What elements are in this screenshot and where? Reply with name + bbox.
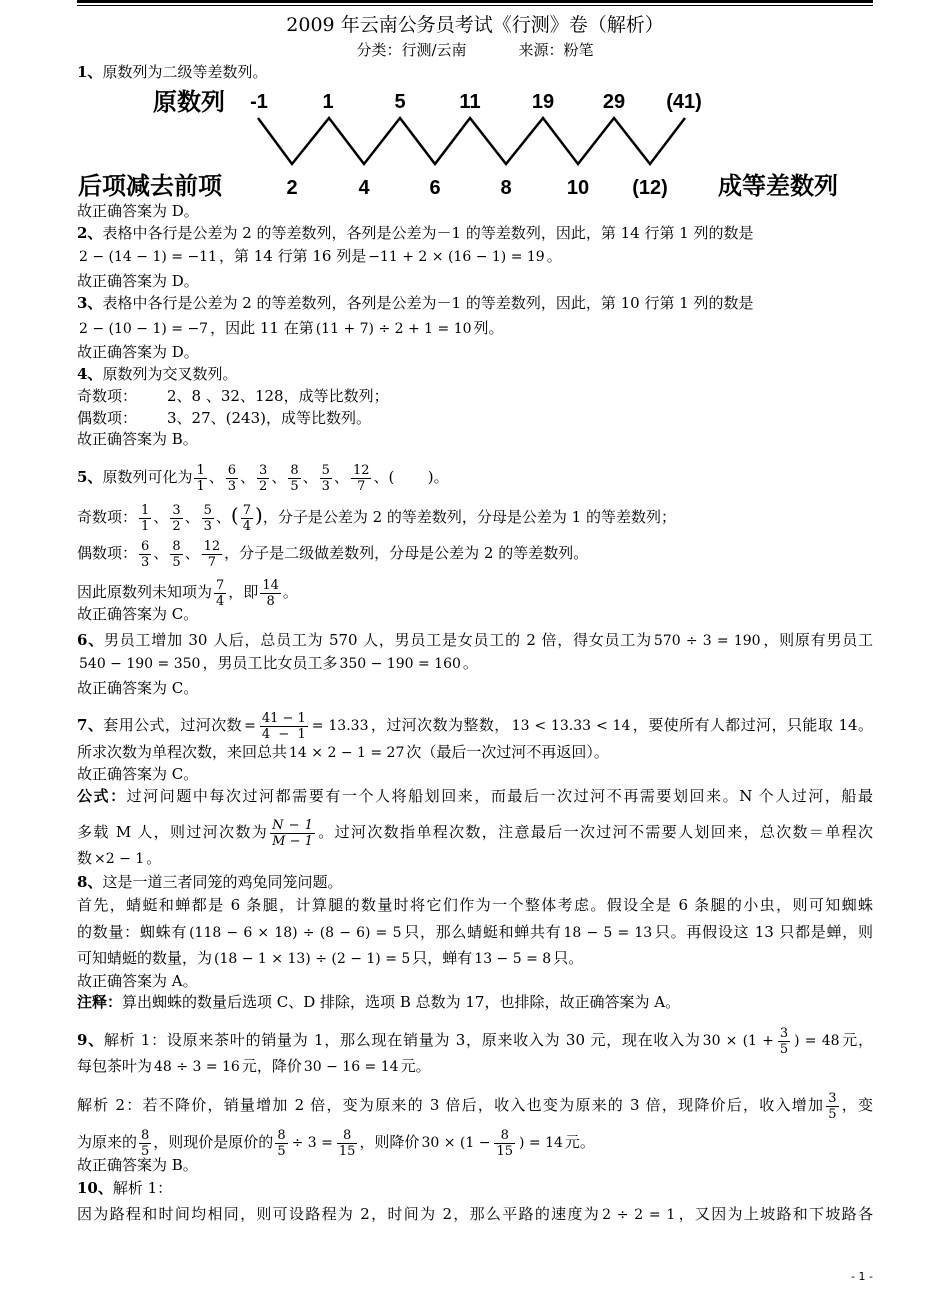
separator: 、 [333, 468, 349, 486]
q4-answer: 故正确答案为 B。 [77, 430, 198, 448]
q10-line-2 [77, 1203, 873, 1225]
numerator: 3 [172, 502, 181, 518]
odd-terms-label: 奇数项： [77, 387, 138, 405]
math-expression: 540 − 190 = 350 [79, 656, 201, 672]
question-number: 9、 [77, 1031, 104, 1049]
numerator: 41 − 1 [261, 710, 306, 726]
q7-formula-line-1 [77, 785, 873, 807]
denominator: 5 [172, 554, 181, 570]
numerator: 3 [259, 462, 268, 478]
separator: 、 [208, 468, 224, 486]
fraction [826, 1091, 838, 1122]
q5-text: ，即 [228, 583, 259, 601]
numerator: 12 [203, 538, 221, 554]
fraction [139, 503, 151, 534]
paren-close: ) [255, 503, 263, 527]
q9-text: 解析 2：若不降价，销量增加 2 倍，变为原来的 3 倍后，收入也变为原来的 3 倍，现降价后，收入增加 [77, 1096, 825, 1114]
fraction [288, 463, 300, 494]
note-label: 注释： [77, 993, 123, 1011]
denominator: 4 [216, 593, 225, 609]
math-expression: 570 ÷ 3 = 190 [653, 633, 761, 649]
math-expression: 18 − 5 = 13 [563, 925, 653, 941]
q9-text: ，变 [840, 1096, 873, 1114]
q9-text: 元。 [564, 1133, 595, 1151]
q7-line-2 [77, 741, 873, 763]
q8-text: 只，蝉有 [412, 949, 473, 967]
q8-text: 的数量：蜘蛛有 [77, 923, 188, 941]
math-expression: 14 × 2 − 1 = 27 [289, 745, 405, 761]
q8-line-1 [77, 871, 873, 893]
paren-open: ( [230, 503, 239, 527]
diagram-top-number: 19 [531, 91, 555, 113]
math-expression: 13 − 5 = 8 [474, 951, 552, 967]
math-expression: (18 − 1 × 13) ÷ (2 − 1) = 5 [214, 951, 411, 967]
even-terms-label: 偶数项： [77, 409, 138, 427]
math-expression: 30 − 16 = 14 [303, 1059, 399, 1075]
separator: 、 [240, 468, 256, 486]
formula-label: 公式： [77, 787, 127, 805]
q7-text: 所求次数为单程次数，来回总共 [77, 743, 288, 761]
denominator: 3 [227, 478, 237, 494]
diagram-top-number: -1 [250, 91, 268, 113]
formula-text: 。过河次数指单程次数，注意最后一次过河不需要人划回来，总次数＝单程次 [316, 823, 873, 841]
even-terms-label: 偶数项： [77, 544, 138, 562]
q8-note [77, 991, 873, 1013]
math-expression: (118 − 6 × 18) ÷ (8 − 6) = 5 [189, 925, 402, 941]
q9-text: 元。 [400, 1057, 431, 1075]
q9-text: 为原来的 [77, 1133, 138, 1151]
q7-formula-line-3 [77, 847, 873, 869]
math-expression: 2 − (14 − 1) = −11 [79, 249, 217, 265]
q2-text: 。 [546, 247, 562, 265]
separator: 、 [184, 508, 200, 526]
source-label: 来源：粉笔 [518, 41, 594, 59]
note-text: 算出蜘蛛的数量后选项 C、D 排除，选项 B 总数为 17，也排除，故正确答案为 A。 [122, 993, 681, 1011]
denominator: 15 [338, 1143, 356, 1159]
formula-text: 数 [77, 849, 93, 867]
q8-line-4 [77, 947, 873, 969]
q7-text: 次（最后一次过河不再返回）。 [406, 743, 609, 761]
header-rule-thick [77, 0, 873, 3]
math-expression: 2 ÷ 2 = 1 [602, 1207, 676, 1223]
q1-difference-diagram [0, 80, 950, 205]
question-number: 4、 [77, 365, 103, 383]
math-expression: 30 × (1 − [421, 1135, 491, 1151]
q8-text: 首先，蜻蜓和蝉都是 6 条腿，计算腿的数量时将它们作为一个整体考虑。假设全是 6 条腿的小虫，则可知蜘蛛 [77, 896, 873, 914]
q9-text: ，则现价是原价的 [153, 1133, 274, 1151]
q5-text: 因此原数列未知项为 [77, 583, 213, 601]
math-expression: 48 ÷ 3 = 16 [154, 1059, 240, 1075]
q8-answer: 故正确答案为 A。 [77, 972, 198, 990]
numerator: 1 [196, 462, 205, 478]
separator: 、 [153, 544, 169, 562]
numerator: 3 [779, 1025, 789, 1041]
q3-text: ，因此 11 在第 [210, 319, 314, 337]
q4-even-line [77, 407, 873, 429]
q5-odd-line [77, 502, 873, 534]
q5-unknown-line [77, 577, 873, 609]
separator: 、 [271, 468, 287, 486]
q5-text: 。 [282, 583, 298, 601]
denominator: 1 [141, 518, 150, 534]
question-number: 10、 [77, 1179, 113, 1197]
denominator: 3 [203, 518, 212, 534]
question-number: 1、 [77, 63, 103, 81]
math-expression: ) = 48 [794, 1033, 840, 1049]
q7-text: ，要使所有人都过河，只能取 14。 [632, 716, 873, 734]
denominator: M − 1 [272, 833, 313, 849]
question-number: 8、 [77, 873, 103, 891]
q9-line-2 [77, 1055, 873, 1077]
q7-text: ，过河次数为整数， [370, 716, 510, 734]
q3-text: 列。 [473, 319, 504, 337]
math-expression: (11 + 7) ÷ 2 + 1 = 10 [315, 321, 472, 337]
numerator: 8 [172, 538, 181, 554]
diagram-bottom-number: 8 [500, 177, 512, 199]
fraction [170, 539, 182, 570]
question-number: 2、 [77, 224, 103, 242]
formula-text: 过河问题中每次过河都需要有一个人将船划回来，而最后一次过河不再需要划回来。N 个人过河，船最 [126, 787, 873, 805]
numerator: 7 [242, 502, 251, 518]
q9-answer: 故正确答案为 B。 [77, 1156, 198, 1174]
q3-line-2 [77, 317, 873, 339]
even-terms-value: 3、27、(243)，成等比数列。 [167, 409, 371, 427]
q8-text: 这是一道三者同笼的鸡兔同笼问题。 [102, 873, 343, 891]
question-number: 5、 [77, 468, 103, 486]
denominator: 5 [277, 1143, 286, 1159]
q5-answer: 故正确答案为 C。 [77, 605, 199, 623]
diagram-bottom-number: 6 [429, 177, 441, 199]
formula-text: 多载 M 人，则过河次数为 [77, 823, 269, 841]
math-expression: ×2 − 1 [94, 851, 145, 867]
q3-line-1 [77, 292, 873, 314]
fraction [202, 539, 223, 570]
page-number: - 1 - [851, 1270, 873, 1283]
q9-text: 元，降价 [241, 1057, 302, 1075]
denominator: 5 [828, 1106, 837, 1122]
page-subtitle [0, 39, 950, 61]
numerator: 6 [141, 538, 150, 554]
math-expression: ) = 14 [518, 1135, 563, 1151]
diagram-label-arithmetic: 成等差数列 [718, 172, 838, 200]
fraction [202, 503, 214, 534]
odd-terms-label: 奇数项： [77, 508, 138, 526]
q8-text: 可知蜻蜓的数量，为 [77, 949, 213, 967]
denominator: 8 [266, 593, 275, 609]
diagram-bottom-number: 10 [566, 177, 590, 199]
odd-terms-value: 2、8 、32、128，成等比数列； [167, 387, 389, 405]
q5-line-1 [77, 462, 873, 494]
fraction [241, 503, 253, 534]
q7-line-1 [77, 710, 873, 742]
numerator: 14 [262, 577, 279, 593]
diagram-label-original: 原数列 [153, 88, 225, 116]
fraction [260, 711, 308, 742]
numerator: 8 [141, 1127, 150, 1143]
q6-line-2 [77, 652, 873, 674]
denominator: 7 [357, 478, 366, 494]
q7-text: 套用公式，过河次数 [103, 716, 243, 734]
fraction [778, 1026, 790, 1057]
fraction [139, 539, 151, 570]
denominator: 15 [496, 1143, 513, 1159]
math-expression: 2 − (10 − 1) = −7 [79, 321, 209, 337]
math-expression: = [244, 718, 256, 734]
fraction [226, 463, 238, 494]
fraction [351, 463, 372, 494]
numerator: 5 [321, 462, 330, 478]
numerator: 8 [277, 1127, 286, 1143]
q8-text: 只。 [553, 949, 584, 967]
separator: 、 [153, 508, 169, 526]
question-number: 7、 [77, 716, 104, 734]
diagram-bottom-number: (12) [632, 177, 668, 199]
math-expression: = 13.33 [311, 718, 369, 734]
q2-line-1 [77, 222, 873, 244]
q9-line-1 [77, 1025, 874, 1057]
q8-line-2 [77, 894, 873, 916]
q6-text: 男员工增加 30 人后，总员工为 570 人，男员工是女员工的 2 倍，得女员工为 [103, 631, 652, 649]
math-expression: ÷ 3 = [291, 1135, 333, 1151]
q10-text: 因为路程和时间均相同，则可设路程为 2，时间为 2，那么平路的速度为 [77, 1205, 601, 1223]
q9-line-4 [77, 1127, 873, 1159]
denominator: 3 [141, 554, 150, 570]
q8-text: 只。再假设这 13 只都是蝉，则 [654, 923, 873, 941]
fraction [257, 463, 269, 494]
q2-line-2 [77, 245, 873, 267]
q5-text: 原数列可化为 [102, 468, 193, 486]
diagram-top-number: 11 [459, 91, 481, 113]
q10-text: 解析 1： [112, 1179, 173, 1197]
q4-line-1 [77, 363, 873, 385]
math-expression: 30 × (1 + [702, 1033, 774, 1049]
q1-text: 原数列为二级等差数列。 [102, 63, 268, 81]
q9-text: 解析 1：设原来茶叶的销量为 1，那么现在销量为 3，原来收入为 30 元，现在收入为 [103, 1031, 701, 1049]
diagram-bottom-number: 4 [358, 177, 370, 199]
q10-line-1 [77, 1177, 873, 1199]
header-rule-thin [77, 5, 873, 6]
denominator: 4 [242, 518, 251, 534]
diagram-top-number: (41) [666, 91, 702, 113]
page-title: 2009 年云南公务员考试《行测》卷（解析） [286, 14, 664, 36]
q9-text: 每包茶叶为 [77, 1057, 153, 1075]
math-expression: −11 + 2 × (16 − 1) = 19 [368, 249, 545, 265]
denominator: 5 [141, 1143, 150, 1159]
numerator: 12 [352, 462, 370, 478]
denominator: 5 [779, 1041, 789, 1057]
fraction [320, 463, 332, 494]
q6-text: ，则原有男员工 [762, 631, 873, 649]
q4-odd-line [77, 385, 873, 407]
denominator: 5 [290, 478, 299, 494]
denominator: 2 [172, 518, 181, 534]
q7-formula-line-2 [77, 817, 873, 849]
q6-line-1 [77, 629, 873, 651]
numerator: N − 1 [272, 817, 313, 833]
separator: 、 [215, 508, 231, 526]
diagram-top-number: 29 [602, 91, 626, 113]
q9-text: ，则降价 [359, 1133, 420, 1151]
q2-text: ，第 14 行第 16 列是 [219, 247, 367, 265]
separator: 、 [184, 544, 200, 562]
diagram-label-difference: 后项减去前项 [78, 172, 222, 200]
q2-answer: 故正确答案为 D。 [77, 272, 199, 290]
diagram-top-number: 1 [322, 91, 334, 113]
numerator: 6 [227, 462, 237, 478]
q5-text: ，分子是二级做差数列，分母是公差为 2 的等差数列。 [224, 544, 589, 562]
denominator: 3 [321, 478, 330, 494]
q9-text: 元， [841, 1031, 874, 1049]
denominator: 7 [207, 554, 217, 570]
q9-line-3 [77, 1090, 873, 1122]
numerator: 5 [203, 502, 212, 518]
q6-text: 。 [462, 654, 478, 672]
denominator: 1 [196, 478, 205, 494]
question-number: 3、 [77, 294, 103, 312]
fraction [270, 818, 315, 849]
q6-answer: 故正确答案为 C。 [77, 679, 199, 697]
q3-text: 表格中各行是公差为 2 的等差数列，各列是公差为－1 的等差数列，因此，第 10 行第 1 列的数是 [102, 294, 754, 312]
formula-text: 。 [146, 849, 162, 867]
q10-text: ，又因为上坡路和下坡路各 [677, 1205, 873, 1223]
denominator: 4 − 1 [261, 726, 306, 742]
blank-term: 、( )。 [373, 468, 449, 486]
diagram-top-number: 5 [394, 91, 406, 113]
numerator: 3 [828, 1090, 837, 1106]
q4-text: 原数列为交叉数列。 [102, 365, 238, 383]
question-number: 6、 [77, 631, 104, 649]
separator: 、 [302, 468, 318, 486]
numerator: 1 [141, 502, 150, 518]
numerator: 8 [337, 1128, 358, 1144]
math-expression: 13 < 13.33 < 14 [511, 718, 631, 734]
q5-even-line [77, 538, 873, 570]
q5-text: ，分子是公差为 2 的等差数列，分母是公差为 1 的等差数列； [262, 508, 676, 526]
q2-text: 表格中各行是公差为 2 的等差数列，各列是公差为－1 的等差数列，因此，第 14 行第 1 列的数是 [102, 224, 754, 242]
q1-answer: 故正确答案为 D。 [77, 202, 199, 220]
fraction [170, 503, 182, 534]
category-label: 分类：行测/云南 [356, 41, 467, 59]
q8-text: 只，那么蜻蜓和蝉共有 [403, 923, 562, 941]
math-expression: 350 − 190 = 160 [339, 656, 461, 672]
diagram-bottom-number: 2 [286, 177, 298, 199]
fraction [194, 463, 206, 494]
q3-answer: 故正确答案为 D。 [77, 343, 199, 361]
numerator: 7 [216, 577, 225, 593]
numerator: 8 [290, 462, 299, 478]
q8-line-3 [77, 921, 873, 943]
numerator: 8 [494, 1128, 515, 1144]
q7-answer: 故正确答案为 C。 [77, 765, 199, 783]
denominator: 2 [259, 478, 268, 494]
diagram-zigzag-line [258, 118, 685, 164]
q6-text: ，男员工比女员工多 [202, 654, 338, 672]
